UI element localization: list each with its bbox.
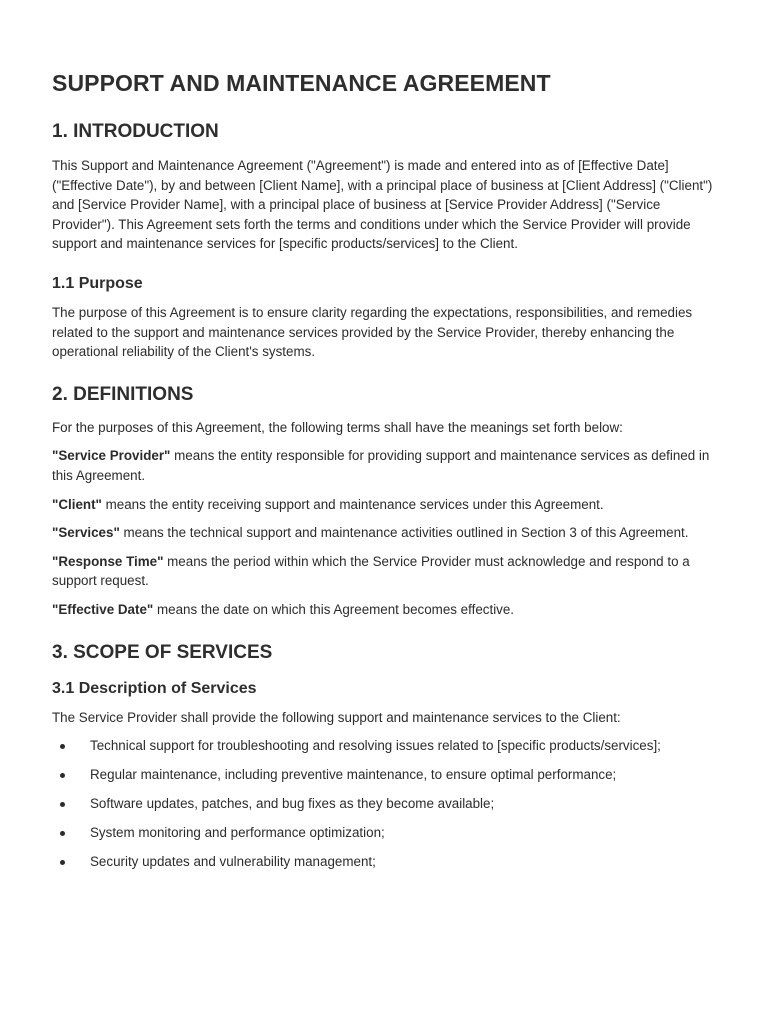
- document-title: SUPPORT AND MAINTENANCE AGREEMENT: [52, 70, 551, 96]
- definition-client: [52, 495, 722, 515]
- list-item-text: Security updates and vulnerability management;: [90, 854, 376, 870]
- definition-text: means the entity responsible for providing support and maintenance services as defined in this Agreement.: [52, 448, 710, 483]
- list-item-text: Regular maintenance, including preventive maintenance, to ensure optimal performance;: [90, 767, 617, 783]
- list-item: [52, 794, 722, 814]
- definition-response-time: [52, 552, 722, 591]
- section-heading-introduction: 1. INTRODUCTION: [52, 121, 219, 142]
- section-heading-definitions: 2. DEFINITIONS: [52, 383, 194, 405]
- definitions-lead-paragraph: For the purposes of this Agreement, the following terms shall have the meanings set forth below:: [52, 419, 623, 435]
- definition-text: means the date on which this Agreement becomes effective.: [153, 601, 515, 617]
- introduction-paragraph: This Support and Maintenance Agreement ("Agreement") is made and entered into as of [Effective Date] ("Effective Date"), by and between [Client Name], with a principal place of business at [Client Address] ("Client") and [Service Provider Name], with a principal place of business at [Service Provider Address] ("Service Provider"). This Agreement sets forth the terms and conditions under which the Service Provider will provide support and maintenance services for [specific products/services] to the Client.: [52, 158, 713, 252]
- services-lead-paragraph: The Service Provider shall provide the following support and maintenance services to the Client:: [52, 709, 621, 725]
- definition-service-provider: [52, 446, 722, 485]
- definition-term: "Service Provider": [52, 448, 171, 464]
- bullet-icon: [60, 831, 65, 836]
- definition-term: "Client": [52, 496, 102, 512]
- document-page: [52, 70, 722, 882]
- list-item: [52, 852, 722, 872]
- subsection-heading-purpose: 1.1 Purpose: [52, 274, 143, 292]
- definition-services: [52, 523, 722, 543]
- list-item-text: Software updates, patches, and bug fixes as they become available;: [90, 796, 495, 812]
- section-heading-scope-of-services: 3. SCOPE OF SERVICES: [52, 641, 273, 663]
- list-item: [52, 765, 722, 785]
- definition-term: "Services": [52, 525, 120, 541]
- list-item-text: System monitoring and performance optimization;: [90, 825, 385, 841]
- definition-effective-date: [52, 600, 722, 620]
- list-item-text: Technical support for troubleshooting and resolving issues related to [specific products/services];: [90, 738, 661, 754]
- bullet-icon: [60, 860, 65, 865]
- bullet-icon: [60, 773, 65, 778]
- purpose-paragraph: The purpose of this Agreement is to ensure clarity regarding the expectations, responsibilities, and remedies related to the support and maintenance services provided by the Service Provider, thereby enhancing the operational reliability of the Client's systems.: [52, 304, 693, 360]
- definition-text: means the entity receiving support and maintenance services under this Agreement.: [101, 496, 604, 512]
- bullet-icon: [60, 744, 65, 749]
- definition-text: means the period within which the Service Provider must acknowledge and respond to a support request.: [52, 553, 690, 589]
- services-bullet-list: [52, 736, 722, 872]
- list-item: [52, 823, 722, 843]
- subsection-heading-description-of-services: 3.1 Description of Services: [52, 679, 257, 697]
- definition-term: "Response Time": [52, 553, 164, 569]
- bullet-icon: [60, 802, 65, 807]
- list-item: [52, 736, 722, 756]
- definition-term: "Effective Date": [52, 601, 154, 617]
- definition-text: means the technical support and maintenance activities outlined in Section 3 of this Agreement.: [119, 525, 689, 541]
